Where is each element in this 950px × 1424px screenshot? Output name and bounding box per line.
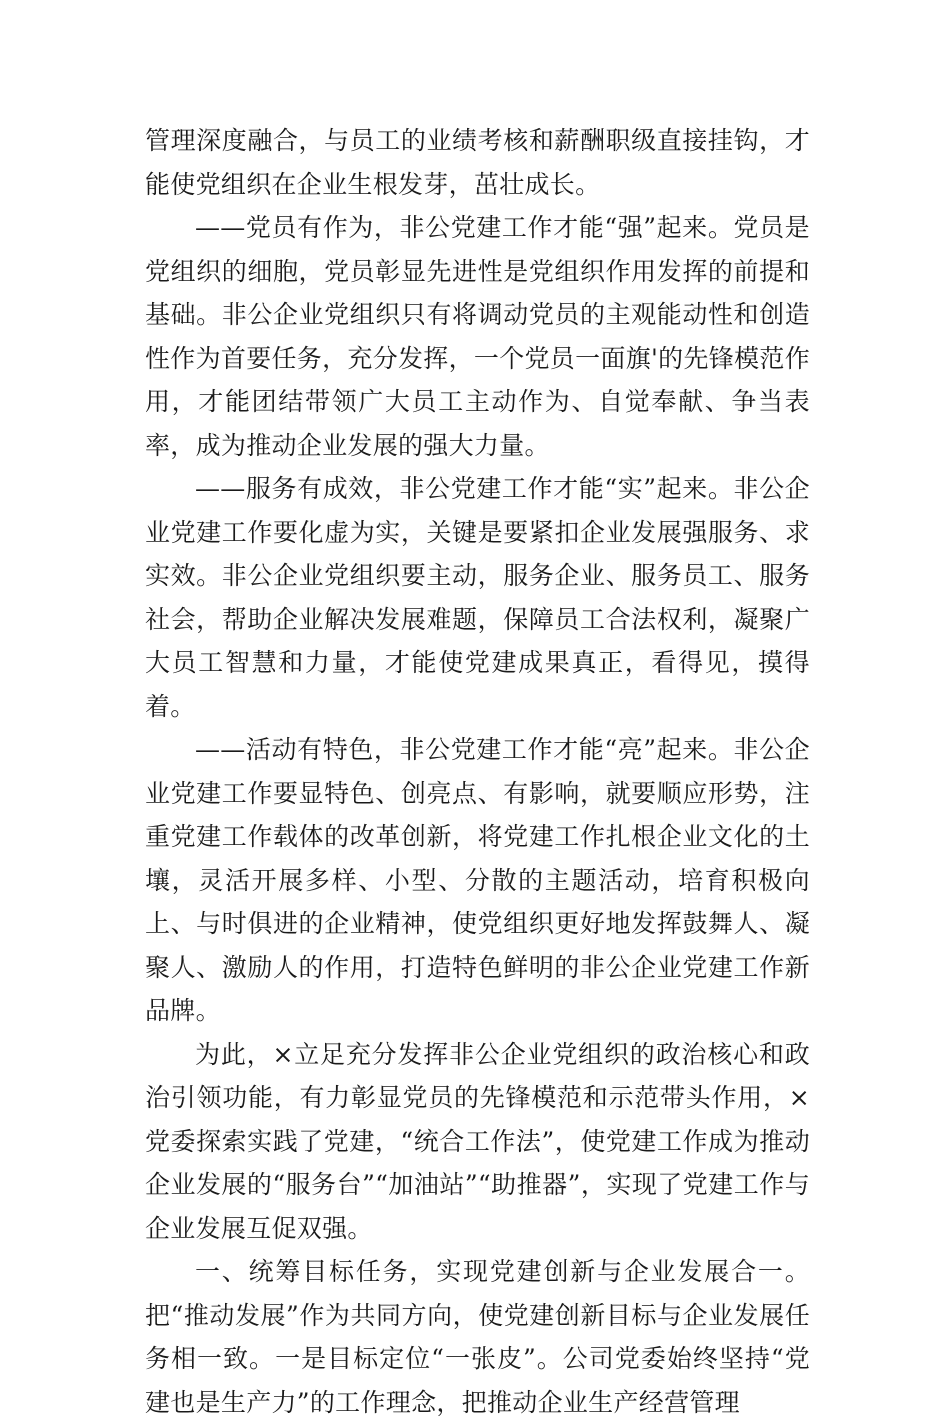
paragraph-continuation: 管理深度融合，与员工的业绩考核和薪酬职级直接挂钩，才能使党组织在企业生根发芽，茁壮成长。 (145, 126, 810, 199)
paragraph-section-one: 一、统筹目标任务，实现党建创新与企业发展合一。把“推动发展”作为共同方向，使党建创新目标与企业发展任务相一致。一是目标定位“一张皮”。公司党委始终坚持“党建也是生产力”的工作理念，把推动企业生产经营管理 (145, 1257, 810, 1417)
paragraph-activities: ——活动有特色，非公党建工作才能“亮”起来。非公企业党建工作要显特色、创亮点、有影响，就要顺应形势，注重党建工作载体的改革创新，将党建工作扎根企业文化的土壤，灵活开展多样、小型、分散的主题活动，培育积极向上、与时俱进的企业精神，使党组织更好地发挥鼓舞人、凝聚人、激励人的作用，打造特色鲜明的非公企业党建工作新品牌。 (145, 735, 810, 1025)
paragraph-party-members: ——党员有作为，非公党建工作才能“强”起来。党员是党组织的细胞，党员彰显先进性是党组织作用发挥的前提和基础。非公企业党组织只有将调动党员的主观能动性和创造性作为首要任务，充分发挥，一个党员一面旗'的先锋模范作用，才能团结带领广大员工主动作为、自觉奉献、争当表率，成为推动企业发展的强大力量。 (145, 213, 810, 460)
document-body (145, 119, 810, 1424)
paragraph-summary: 为此，×立足充分发挥非公企业党组织的政治核心和政治引领功能，有力彰显党员的先锋模范和示范带头作用，×党委探索实践了党建，“统合工作法”，使党建工作成为推动企业发展的“服务台”“加油站”“助推器”，实现了党建工作与企业发展互促双强。 (145, 1039, 810, 1243)
paragraph-service: ——服务有成效，非公党建工作才能“实”起来。非公企业党建工作要化虚为实，关键是要紧扣企业发展强服务、求实效。非公企业党组织要主动，服务企业、服务员工、服务社会，帮助企业解决发展难题，保障员工合法权利，凝聚广大员工智慧和力量，才能使党建成果真正，看得见，摸得着。 (145, 474, 810, 721)
